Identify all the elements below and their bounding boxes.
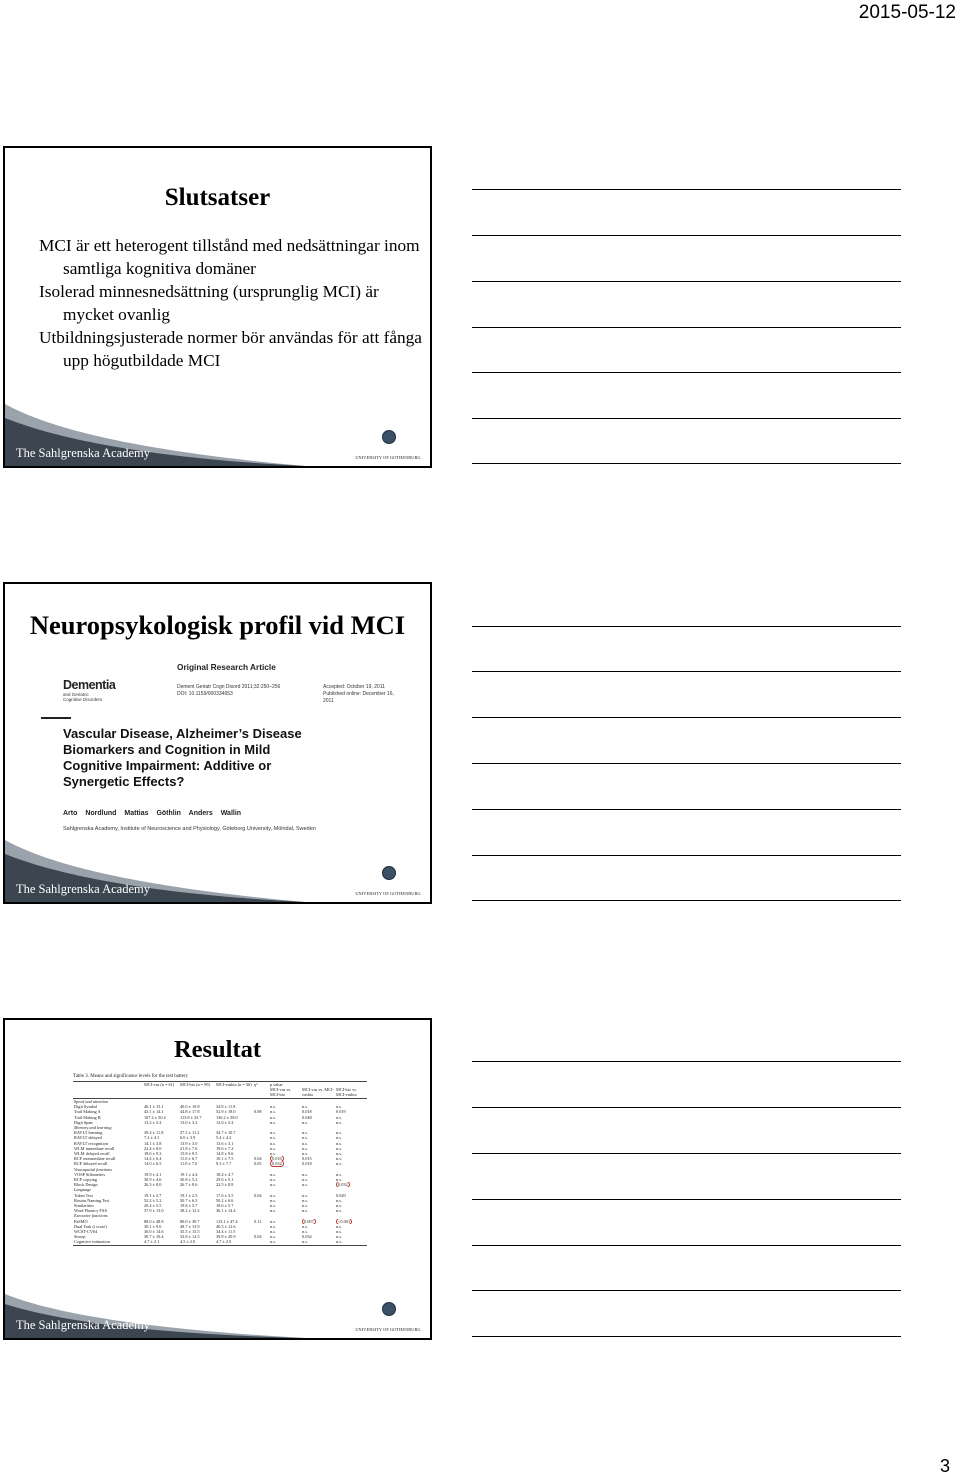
highlighted-value: 0.032 xyxy=(338,1182,348,1188)
table-cell: 19.9 ± 4.1 xyxy=(144,1171,162,1177)
doi-text: DOI: 10.1159/000334653 xyxy=(177,691,233,697)
author: Arto Nordlund xyxy=(63,810,117,817)
column-header xyxy=(73,1087,143,1099)
table-cell: n.s. xyxy=(302,1171,308,1177)
published-date: Published online: December 16, 2011 xyxy=(323,691,394,704)
slide-title: Slutsatser xyxy=(164,184,271,211)
table-cell: 19.1 ± 2.7 xyxy=(144,1192,162,1198)
table-cell: n.s. xyxy=(302,1192,308,1198)
table-cell: 26.3 ± 8.0 xyxy=(144,1182,162,1188)
table-cell: 33.8 ± 12.5 xyxy=(180,1234,200,1240)
table-cell: 14.4 ± 6.4 xyxy=(144,1156,162,1162)
test-name-cell: Similarities xyxy=(74,1203,94,1209)
column-header: η² xyxy=(253,1082,269,1088)
table-cell: 10.1 ± 7.5 xyxy=(216,1156,234,1162)
university-name: UNIVERSITY OF GOTHENBURG xyxy=(355,891,421,896)
note-line xyxy=(472,189,901,190)
note-line xyxy=(472,626,901,627)
table-cell: 0.015 xyxy=(302,1156,312,1162)
journal-logo xyxy=(63,678,115,702)
table-cell: n.s. xyxy=(302,1177,308,1183)
article-dates xyxy=(323,684,401,705)
table-cell: 0.019 xyxy=(336,1109,346,1115)
table-cell: 4.7 ± 2.1 xyxy=(143,1239,179,1245)
table-cell: 40.3 ± 12.6 xyxy=(216,1223,236,1229)
section-label: Memory and learning xyxy=(74,1125,112,1131)
table-cell: 11.0 ± 7.0 xyxy=(180,1161,198,1167)
table-cell: 39.4 ± 11.8 xyxy=(144,1130,164,1136)
table-cell: 0.018 xyxy=(302,1161,312,1167)
table-cell: n.s. xyxy=(270,1171,276,1177)
bullet-item: Utbildningsjusterade normer bör användas för att fånga upp högutbildade MCI xyxy=(39,328,422,370)
table-cell: n.s. xyxy=(336,1156,342,1162)
test-name-cell: Dual Task (t score) xyxy=(74,1223,107,1229)
table-cell: 34.7 ± 10.7 xyxy=(216,1130,236,1136)
table-cell: 0.020 xyxy=(336,1192,346,1198)
table-cell: 13.9 ± 3.0 xyxy=(180,1140,198,1146)
bullet-item: Isolerad minnesnedsättning (ursprunglig MCI) är mycket ovanlig xyxy=(39,282,379,324)
table-cell: 18.4 ± 4.7 xyxy=(216,1171,234,1177)
table-cell: 18.6 ± 5.7 xyxy=(216,1203,234,1209)
table-cell: 19.1 ± 2.5 xyxy=(180,1192,198,1198)
table-cell: n.s. xyxy=(336,1177,342,1183)
test-name-cell: WLM delayed recall xyxy=(74,1151,110,1157)
table-cell: 40.0 ± 10.8 xyxy=(180,1104,200,1110)
journal-name: Dementia xyxy=(63,678,116,692)
table-cell: n.s. xyxy=(302,1229,308,1235)
test-name-cell: PaSMO xyxy=(74,1218,88,1224)
table-cell: 0.04 xyxy=(254,1156,262,1162)
table-cell xyxy=(253,1239,269,1245)
test-name-cell: Stroop xyxy=(74,1234,86,1240)
slide-title: Resultat xyxy=(173,1036,262,1063)
table-cell: n.s. xyxy=(302,1203,308,1209)
table-cell: 88.0 ± 48.8 xyxy=(144,1218,164,1224)
test-name-cell: Cognitive estimation xyxy=(73,1239,143,1245)
table-cell: 17.6 ± 3.5 xyxy=(216,1192,234,1198)
article-header-image xyxy=(41,660,401,840)
highlighted-value: 0.007 xyxy=(304,1218,314,1224)
table-cell: 113.1 ± 47.4 xyxy=(216,1218,238,1224)
table-cell: 13.6 ± 3.1 xyxy=(216,1140,234,1146)
test-name-cell: RCF copying xyxy=(74,1177,98,1183)
table-cell: n.s. xyxy=(270,1177,276,1183)
test-name-cell: WCST-CV64 xyxy=(74,1229,98,1235)
table-cell: n.s. xyxy=(336,1130,342,1136)
column-header xyxy=(143,1087,179,1099)
table-cell: n.s. xyxy=(270,1218,276,1224)
journal-subtitle: and Geriatric xyxy=(63,692,89,697)
table-cell: 22.4 ± 8.0 xyxy=(144,1145,162,1151)
divider xyxy=(41,717,71,719)
table-cell: n.s. xyxy=(302,1223,308,1229)
note-line xyxy=(472,463,901,464)
test-name-cell: Digit Span xyxy=(74,1119,93,1125)
table-cell: n.s. xyxy=(336,1119,342,1125)
university-logo xyxy=(352,866,424,896)
column-header xyxy=(215,1087,253,1099)
table-cell: 30.7 ± 10.4 xyxy=(144,1234,164,1240)
table-cell: 30.8 ± 5.2 xyxy=(180,1177,198,1183)
table-cell: n.s. xyxy=(270,1114,276,1120)
table-cell: 113.8 ± 33.7 xyxy=(180,1114,202,1120)
note-line xyxy=(472,372,901,373)
table-cell: 6.0 ± 3.9 xyxy=(180,1135,196,1141)
table-cell: n.s. xyxy=(302,1145,308,1151)
university-seal-icon xyxy=(382,430,396,444)
page-number: 3 xyxy=(939,1456,950,1476)
table-cell: n.s. xyxy=(336,1145,342,1151)
author: Mattias Göthlin xyxy=(124,810,181,817)
note-line xyxy=(472,1245,901,1246)
test-name-cell: Token Test xyxy=(74,1192,93,1198)
table-cell: 107.2 ± 50.4 xyxy=(144,1114,166,1120)
bullet-list xyxy=(39,234,429,372)
journal-subtitle: Cognitive Disorders xyxy=(63,697,103,702)
university-name: UNIVERSITY OF GOTHENBURG xyxy=(355,1327,421,1332)
article-affiliation: Sahlgrenska Academy, Institute of Neuroscience and Physiology, Göteborg University, Mölndal, Sweden xyxy=(63,826,316,832)
table-cell: n.s. xyxy=(336,1151,342,1157)
university-seal-icon xyxy=(382,866,396,880)
table-cell: n.s. xyxy=(336,1223,342,1229)
table-cell: 15.8 ± 9.5 xyxy=(180,1151,198,1157)
table-cell: 35.5 ± 15.5 xyxy=(180,1229,200,1235)
table-cell: n.s. xyxy=(336,1140,342,1146)
note-line xyxy=(472,809,901,810)
table-cell: n.s. xyxy=(336,1161,342,1167)
note-line xyxy=(472,717,901,718)
table-cell: n.s. xyxy=(270,1151,276,1157)
table-cell: n.s. xyxy=(302,1197,308,1203)
table-cell: n.s. xyxy=(336,1208,342,1214)
test-name-cell: Block Design xyxy=(74,1182,98,1188)
table-cell: n.s. xyxy=(302,1151,308,1157)
table-cell: 0.11 xyxy=(254,1218,262,1224)
test-name-cell: RAVLT recognition xyxy=(74,1140,108,1146)
table-cell: n.s. xyxy=(336,1135,342,1141)
test-name-cell: Trail Making B xyxy=(74,1114,101,1120)
slide-footer xyxy=(5,1276,430,1338)
university-seal-icon xyxy=(382,1302,396,1316)
test-name-cell: RCF delayed recall xyxy=(74,1161,108,1167)
slide-results xyxy=(3,1018,432,1340)
table-cell: 0.034 xyxy=(302,1234,312,1240)
test-name-cell: VOSP Silhouettes xyxy=(74,1171,105,1177)
table-cell: n.s. xyxy=(270,1182,276,1188)
table-cell: n.s. xyxy=(270,1109,276,1115)
academy-wordmark: The Sahlgrenska Academy xyxy=(16,882,150,896)
table-cell: 0.04 xyxy=(254,1234,262,1240)
note-line xyxy=(472,1336,901,1337)
table-cell: 9.3 ± 7.7 xyxy=(216,1161,232,1167)
table-cell: 136.2 ± 58.0 xyxy=(216,1114,238,1120)
test-name-cell: Digit Symbol xyxy=(74,1104,98,1110)
table-cell: n.s. xyxy=(270,1135,276,1141)
table-cell: 52.2 ± 5.2 xyxy=(144,1197,162,1203)
table-cell: 50.2 ± 6.6 xyxy=(216,1197,234,1203)
note-line xyxy=(472,1153,901,1154)
table-cell: n.s. xyxy=(336,1114,342,1120)
table-cell: n.s. xyxy=(270,1119,276,1125)
table-cell: 52.9 ± 18.0 xyxy=(216,1109,236,1115)
table-cell: n.s. xyxy=(270,1203,276,1209)
table-cell: 0.04 xyxy=(254,1192,262,1198)
column-header: MCI-vas (n = 61) xyxy=(143,1082,179,1088)
table-cell: n.s. xyxy=(302,1140,308,1146)
table-cell: n.s. xyxy=(270,1140,276,1146)
column-header: MCI-bio vs. MCI-vasbio xyxy=(335,1087,367,1099)
table-cell: 80.0 ± 39.7 xyxy=(180,1218,200,1224)
note-line xyxy=(472,1061,901,1062)
table-cell: n.s. xyxy=(302,1182,308,1188)
note-line xyxy=(472,418,901,419)
note-line xyxy=(472,1199,901,1200)
table-cell: 0.08 xyxy=(254,1109,262,1115)
note-line xyxy=(472,1107,901,1108)
table-cell: 30.1 ± 9.6 xyxy=(144,1223,162,1229)
note-line xyxy=(472,900,901,901)
table-cell: n.s. xyxy=(336,1234,342,1240)
note-line xyxy=(472,281,901,282)
test-name-cell: RCF intermediate recall xyxy=(74,1156,116,1162)
table-cell: 18.6 ± 9.3 xyxy=(144,1151,162,1157)
bullet-item: MCI är ett heterogent tillstånd med nedsättningar inom samtliga kognitiva domäner xyxy=(39,236,420,278)
table-cell: 20.4 ± 5.5 xyxy=(144,1203,162,1209)
column-header: MCI-vas vs. MCI-bio xyxy=(269,1087,301,1099)
table-cell: 26.7 ± 8.6 xyxy=(180,1182,198,1188)
table-cell: n.s. xyxy=(336,1171,342,1177)
table-cell: 43.1 ± 14.1 xyxy=(144,1109,164,1115)
table-cell: 11.0 ± 6.7 xyxy=(180,1156,198,1162)
column-header: MCI-vas vs. MCI-vasbio xyxy=(302,1087,334,1097)
citation-text: Dement Geriatr Cogn Disord 2011;32:250–256 xyxy=(177,684,281,690)
table-cell: n.s. xyxy=(270,1145,276,1151)
table-row xyxy=(73,1239,367,1245)
table-cell: 14.8 ± 9.6 xyxy=(216,1151,234,1157)
table-cell: n.s. xyxy=(270,1197,276,1203)
table-cell: 48.7 ± 13.9 xyxy=(180,1223,200,1229)
highlighted-value: <0.001 xyxy=(338,1218,351,1224)
table-cell: 37.9 ± 13.0 xyxy=(144,1208,164,1214)
note-line xyxy=(472,763,901,764)
table-cell: n.s. xyxy=(270,1192,276,1198)
table-cell: n.s. xyxy=(336,1203,342,1209)
table-cell: 30.9 ± 4.6 xyxy=(144,1177,162,1183)
slide-footer xyxy=(5,840,430,902)
university-name: UNIVERSITY OF GOTHENBURG xyxy=(355,455,421,460)
table-cell: n.s. xyxy=(270,1229,276,1235)
article-title: Vascular Disease, Alzheimer’s Disease Biomarkers and Cognition in Mild Cognitive Impairment: Additive or Synergetic Effects? xyxy=(63,726,302,789)
table-cell: 12.6 ± 3.2 xyxy=(216,1119,234,1125)
table-cell: 4.7 ± 2.0 xyxy=(215,1239,253,1245)
page-date: 2015-05-12 xyxy=(858,2,956,23)
table-cell: 39.8 ± 20.9 xyxy=(216,1234,236,1240)
accepted-date: Accepted: October 19, 2011 xyxy=(323,684,385,690)
note-line xyxy=(472,855,901,856)
table-cell: n.s. xyxy=(270,1234,276,1240)
results-table-image xyxy=(73,1074,369,1246)
test-name-cell: WLM immediate recall xyxy=(74,1145,115,1151)
table-cell: n.s. xyxy=(269,1239,301,1245)
table-cell: 19.8 ± 5.7 xyxy=(180,1203,198,1209)
test-name-cell: RAVLT delayed xyxy=(74,1135,102,1141)
note-line xyxy=(472,235,901,236)
author: Anders Wallin xyxy=(188,810,242,817)
note-line xyxy=(472,671,901,672)
table-cell: 21.8 ± 7.6 xyxy=(180,1145,198,1151)
section-label: Executive functions xyxy=(74,1213,108,1219)
table-cell: 22.5 ± 8.8 xyxy=(216,1182,234,1188)
column-header: MCI-vasbio (n = 56) xyxy=(216,1082,252,1087)
table-cell: 34.8 ± 11.8 xyxy=(216,1104,236,1110)
table-cell: 0.048 xyxy=(302,1114,312,1120)
slide-neuropsych-profile xyxy=(3,582,432,904)
table-cell: 36.1 ± 14.4 xyxy=(216,1208,236,1214)
section-label: Visuospatial functions xyxy=(74,1166,112,1172)
table-cell: 13.0 ± 3.2 xyxy=(180,1119,198,1125)
table-cell: n.s. xyxy=(302,1208,308,1214)
table-cell: n.s. xyxy=(302,1104,308,1110)
table-cell: 19.6 ± 7.2 xyxy=(216,1145,234,1151)
note-line xyxy=(472,327,901,328)
table-cell: n.s. xyxy=(302,1130,308,1136)
table-cell: 0.05 xyxy=(254,1161,262,1167)
subheader-row xyxy=(73,1087,367,1099)
table-cell: n.s. xyxy=(335,1239,367,1245)
table-cell: 5.4 ± 4.2 xyxy=(216,1135,232,1141)
section-label: Language xyxy=(74,1187,92,1193)
highlighted-value: 0.032 xyxy=(272,1161,282,1167)
table-cell: 14.0 ± 6.5 xyxy=(144,1161,162,1167)
table-cell: 0.018 xyxy=(302,1109,312,1115)
table-cell: 29.6 ± 5.1 xyxy=(216,1177,234,1183)
note-line xyxy=(472,1290,901,1291)
table-cell: n.s. xyxy=(336,1197,342,1203)
test-name-cell: RAVLT learning xyxy=(74,1130,103,1136)
test-name-cell: Word Fluency FAS xyxy=(74,1208,107,1214)
article-type: Original Research Article xyxy=(177,662,276,672)
table-cell: 44.8 ± 17.8 xyxy=(180,1109,200,1115)
table-cell: n.s. xyxy=(336,1104,342,1110)
table-cell: n.s. xyxy=(270,1208,276,1214)
test-name-cell: Trail Making A xyxy=(74,1109,101,1115)
column-header: MCI-bio (n = 99) xyxy=(179,1082,215,1088)
table-cell: 14.1 ± 3.8 xyxy=(144,1140,162,1146)
table-cell: n.s. xyxy=(302,1119,308,1125)
column-header xyxy=(253,1087,269,1099)
table-cell: 40.1 ± 15.1 xyxy=(144,1104,164,1110)
test-name-cell: Boston Naming Test xyxy=(74,1197,110,1203)
table-cell: n.s. xyxy=(270,1104,276,1110)
results-table xyxy=(73,1081,367,1246)
university-logo xyxy=(352,430,424,460)
table-cell: n.s. xyxy=(336,1229,342,1235)
slide-footer xyxy=(5,404,430,466)
table-cell: 19.1 ± 4.4 xyxy=(180,1171,198,1177)
university-logo xyxy=(352,1302,424,1332)
article-authors xyxy=(63,810,241,817)
table-cell: n.s. xyxy=(302,1135,308,1141)
table-cell: 34.4 ± 11.5 xyxy=(216,1229,236,1235)
slide-title: Neuropsykologisk profil vid MCI xyxy=(29,610,406,640)
column-header xyxy=(179,1087,215,1099)
table-cell: 30.0 ± 14.6 xyxy=(144,1229,164,1235)
academy-wordmark: The Sahlgrenska Academy xyxy=(16,1318,150,1332)
article-citation xyxy=(177,684,280,698)
section-label: Speed and attention xyxy=(74,1099,109,1104)
table-cell: 37.5 ± 11.2 xyxy=(180,1130,200,1136)
table-cell: 4.5 ± 2.0 xyxy=(179,1239,215,1245)
table-cell: 7.2 ± 4.1 xyxy=(144,1135,160,1141)
highlighted-value: 0.016 xyxy=(272,1156,282,1162)
slide-conclusions xyxy=(3,146,432,468)
table-cell: n.s. xyxy=(301,1239,335,1245)
academy-wordmark: The Sahlgrenska Academy xyxy=(16,446,150,460)
table-cell: 38.2 ± 12.2 xyxy=(180,1208,200,1214)
column-header: p value xyxy=(269,1082,301,1088)
table-caption: Table 3. Means and significance levels for the test battery xyxy=(73,1074,189,1079)
table-cell: n.s. xyxy=(270,1223,276,1229)
table-cell: n.s. xyxy=(270,1130,276,1136)
table-cell: 50.7 ± 6.5 xyxy=(180,1197,198,1203)
table-cell: 13.2 ± 3.2 xyxy=(144,1119,162,1125)
